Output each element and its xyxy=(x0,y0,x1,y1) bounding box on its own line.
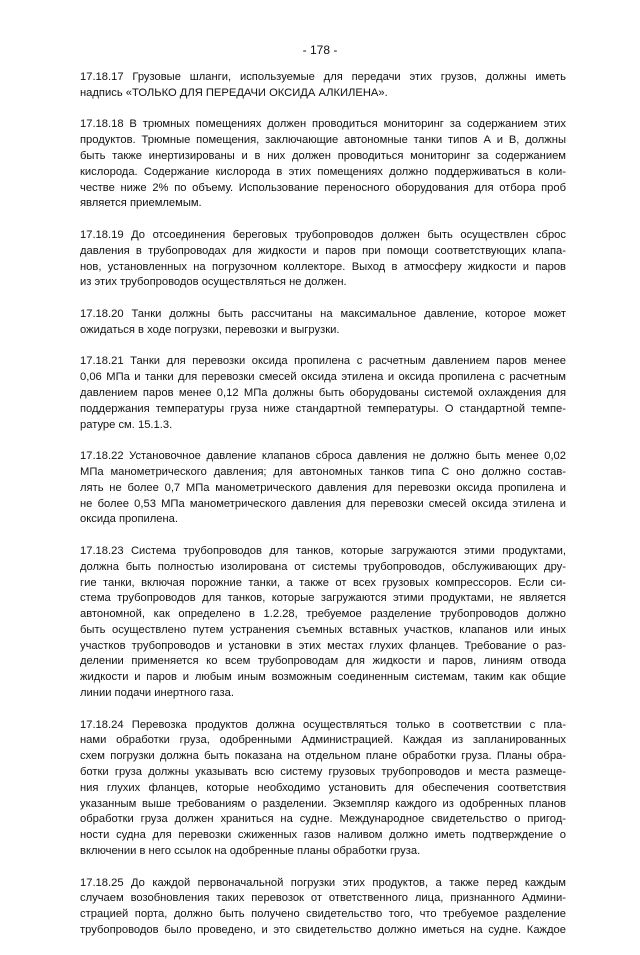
text-line: указанным выше требованиям о разделении. Экземпляр каждого из одобренных планов xyxy=(80,797,566,810)
text-line: трубопроводов было проведено, и это свидетельство должно иметься на судне. Каждое xyxy=(80,924,566,937)
text-line: включении в него ссылок на одобренные планы обработки груза. xyxy=(80,845,421,858)
text-line: надпись «ТОЛЬКО ДЛЯ ПЕРЕДАЧИ ОКСИДА АЛКИЛЕНА». xyxy=(80,86,388,99)
text-line: обработки груза должен храниться на судне. Международное свидетельство о пригод- xyxy=(80,813,566,826)
text-line: страцией порта, должно быть получено свидетельство того, что требуемое разделение xyxy=(80,908,566,921)
text-line: МПа манометрического давления; для автономных танков типа С оно должно состав- xyxy=(80,465,566,478)
paragraph xyxy=(80,449,566,528)
text-line: поддержания температуры груза ниже стандартной температуры. О стандартной темпе- xyxy=(80,402,566,415)
paragraph xyxy=(80,307,566,339)
paragraph xyxy=(80,117,566,212)
text-line: нов, установленных на погрузочном коллекторе. Выход в атмосферу жидкости и паров xyxy=(80,260,566,273)
text-line: стема трубопроводов для танков, которые загружаются этими продуктами, не является xyxy=(80,592,566,605)
text-line: 17.18.22 Установочное давление клапанов сброса давления не должно быть менее 0,02 xyxy=(80,450,566,463)
text-line: ности судна для перевозки сжиженных газов наливом должно иметь подтверждение о xyxy=(80,829,566,842)
text-line: 17.18.20 Танки должны быть рассчитаны на максимальное давление, которое может xyxy=(80,307,566,320)
text-line: ботки груза должны указывать всю систему грузовых трубопроводов и места размеще- xyxy=(80,766,566,779)
text-line: линии подачи инертного газа. xyxy=(80,687,234,700)
document-body xyxy=(80,70,566,955)
text-line: является приемлемым. xyxy=(80,197,202,210)
page-number: - 178 - xyxy=(302,43,338,57)
text-line: из этих трубопроводов осуществляться не должен. xyxy=(80,276,347,289)
text-line: честве ниже 2% по объему. Использование переносного оборудования для отбора проб xyxy=(80,181,566,194)
paragraph xyxy=(80,544,566,702)
text-line: ратуре см. 15.1.3. xyxy=(80,418,173,431)
text-line: 17.18.23 Система трубопроводов для танков, которые загружаются этими продуктами, xyxy=(80,544,566,557)
text-line: 17.18.25 До каждой первоначальной погрузки этих продуктов, а также перед каждым xyxy=(80,876,566,889)
text-line: 17.18.21 Танки для перевозки оксида пропилена с расчетным давлением паров менее xyxy=(80,355,566,368)
text-line: быть также инертизированы и в них должен проводиться мониторинг за содержанием xyxy=(80,149,566,162)
text-line: ния глухих фланцев, которые необходимо установить для обеспечения соответствия xyxy=(80,781,566,794)
text-line: давления в трубопроводах для жидкости и паров при помощи соответствующих клапа- xyxy=(80,244,566,257)
text-line: должна быть полностью изолирована от системы трубопроводов, обслуживающих дру- xyxy=(80,560,566,573)
text-line: 17.18.18 В трюмных помещениях должен проводиться мониторинг за содержанием этих xyxy=(80,118,566,131)
text-line: не более 0,53 МПа манометрического давления для перевозки смесей оксида этилена и xyxy=(80,497,566,510)
paragraph xyxy=(80,876,566,939)
text-line: участков трубопроводов и установки в этих местах глухих фланцев. Требование о раз- xyxy=(80,639,566,652)
text-line: продуктов. Трюмные помещения, заключающие автономные танки типов А и В, должны xyxy=(80,134,566,147)
text-line: кислорода. Содержание кислорода в этих помещениях должно поддерживаться в коли- xyxy=(80,165,566,178)
text-line: автономной, как определено в 1.2.28, требуемое разделение трубопроводов должно xyxy=(80,608,566,621)
text-line: гие танки, включая порожние танки, а также от всех грузовых компрессоров. Если си- xyxy=(80,576,566,589)
text-line: 17.18.19 До отсоединения береговых трубопроводов должен быть осуществлен сброс xyxy=(80,228,566,241)
text-line: 0,06 МПа и танки для перевозки смесей оксида этилена и оксида пропилена с расчетным xyxy=(80,371,566,384)
text-line: жидкости и паров и любым иным возможным соединенным системам, таким как общие xyxy=(80,671,566,684)
text-line: давлением паров менее 0,12 МПа должны быть оборудованы системой охлаждения для xyxy=(80,386,566,399)
text-line: быть осуществлено путем устранения съемных вставных участков, клапанов или иных xyxy=(80,623,566,636)
text-line: нами обработки груза, одобренными Администрацией. Каждая из запланированных xyxy=(80,734,566,747)
text-line: 17.18.24 Перевозка продуктов должна осуществляться только в соответствии с пла- xyxy=(80,718,566,731)
paragraph xyxy=(80,718,566,860)
text-line: лять не более 0,7 МПа манометрического давления для перевозки оксида пропилена и xyxy=(80,481,566,494)
text-line: делении применяется ко всем трубопроводам для жидкости и паров, линиям отвода xyxy=(80,655,566,668)
text-line: ожидаться в ходе погрузки, перевозки и выгрузки. xyxy=(80,323,340,336)
paragraph xyxy=(80,354,566,433)
paragraph xyxy=(80,70,566,102)
text-line: 17.18.17 Грузовые шланги, используемые для передачи этих грузов, должны иметь xyxy=(80,71,566,83)
text-line: случаем возобновления таких перевозок от ответственного лица, признанного Админи- xyxy=(80,892,566,905)
paragraph xyxy=(80,228,566,291)
text-line: схем погрузки должна быть показана на отдельном плане обработки груза. Планы обра- xyxy=(80,750,566,763)
text-line: оксида пропилена. xyxy=(80,513,179,526)
